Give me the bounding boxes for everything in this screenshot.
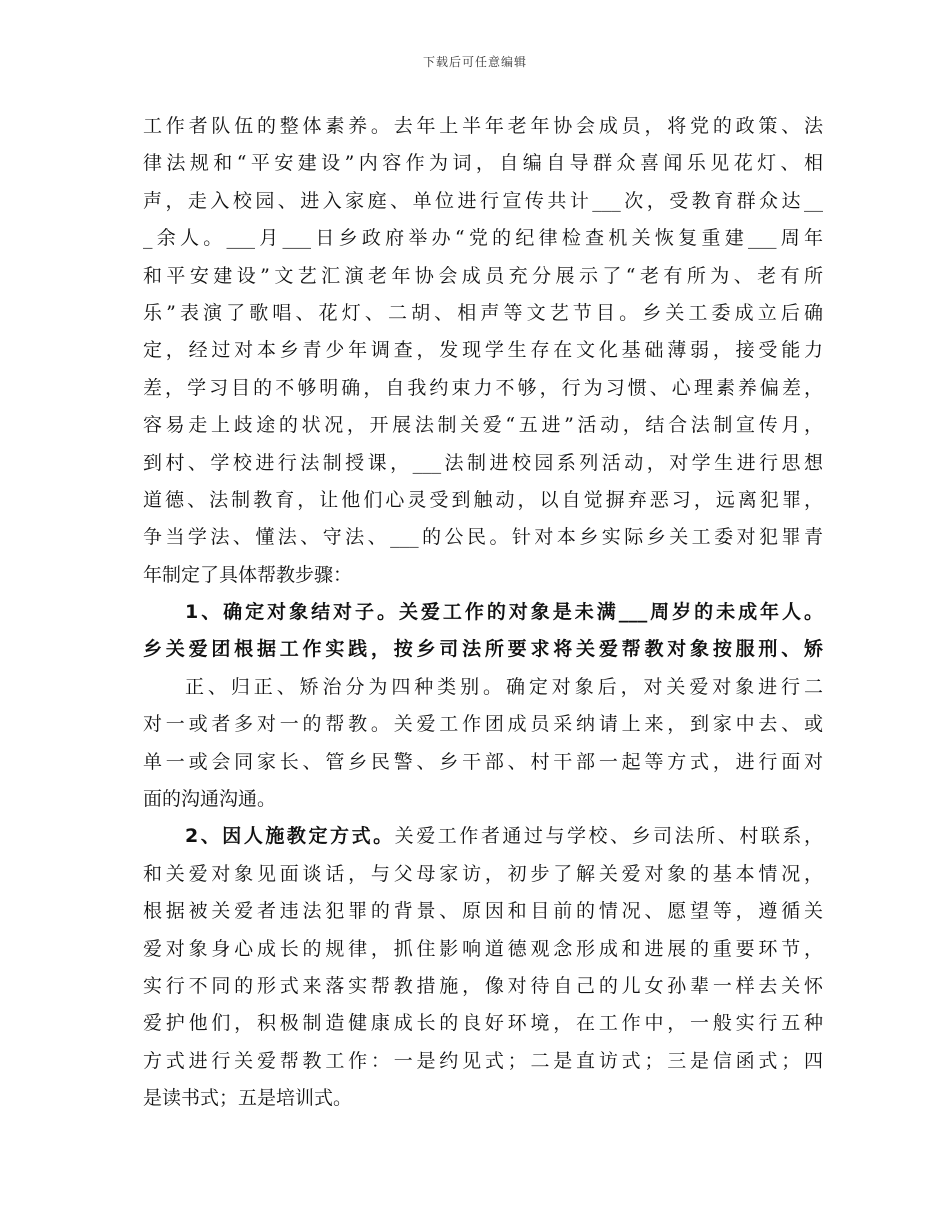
section-1 [143, 594, 823, 818]
document-body [143, 108, 823, 1118]
text-line: 和平安建设”文艺汇演老年协会成员充分展示了“老有所为、老有所 [143, 264, 823, 287]
section-2 [143, 818, 823, 1117]
text-line: 和关爱对象见面谈话，与父母家访，初步了解关爱对象的基本情况， [143, 862, 823, 885]
text-line: 正、归正、矫治分为四种类别。确定对象后，对关爱对象进行二 [185, 675, 823, 698]
text-line: 是读书式；五是培训式。 [143, 1087, 353, 1110]
page-header: 下载后可任意编辑 [422, 55, 527, 69]
text-line: 面的沟通沟通。 [143, 788, 277, 811]
text-line: 道德、法制教育，让他们心灵受到触动，以自觉摒弃恶习，远离犯罪， [143, 488, 823, 511]
text-line: 定，经过对本乡青少年调查，发现学生存在文化基础薄弱，接受能力 [143, 339, 823, 362]
text-line: _余人。___月___日乡政府举办“党的纪律检查机关恢复重建___周年 [143, 227, 823, 250]
text-line: 单一或会同家长、管乡民警、乡干部、村干部一起等方式，进行面对 [143, 750, 823, 773]
section-2-heading: 2、因人施教定方式。 [185, 825, 395, 848]
text-line: 爱对象身心成长的规律，抓住影响道德观念形成和进展的重要环节， [143, 937, 823, 960]
text-line: 律法规和“平安建设”内容作为词，自编自导群众喜闻乐见花灯、相 [143, 152, 823, 175]
text-line: 对一或者多对一的帮教。关爱工作团成员采纳请上来，到家中去、或 [143, 713, 823, 736]
text-line: 实行不同的形式来落实帮教措施，像对待自己的儿女孙辈一样去关怀 [143, 974, 823, 997]
text-line: 容易走上歧途的状况，开展法制关爱“五进”活动，结合法制宣传月， [143, 414, 823, 437]
text-line: 爱护他们，积极制造健康成长的良好环境，在工作中，一般实行五种 [143, 1012, 823, 1035]
section-2-first-line-text: 关爱工作者通过与学校、乡司法所、村联系， [394, 825, 823, 848]
text-line: 工作者队伍的整体素养。去年上半年老年协会成员，将党的政策、法 [143, 115, 823, 137]
section-1-heading-line: 乡关爱团根据工作实践，按乡司法所要求将关爱帮教对象按服刑、矫 [143, 638, 823, 661]
text-line: 争当学法、懂法、守法、___的公民。针对本乡实际乡关工委对犯罪青 [143, 526, 823, 549]
text-line: 年制定了具体帮教步骤： [143, 563, 353, 586]
text-line: 方式进行关爱帮教工作：一是约见式；二是直访式；三是信函式；四 [143, 1049, 823, 1072]
text-line: 乐”表演了歌唱、花灯、二胡、相声等文艺节目。乡关工委成立后确 [143, 301, 823, 324]
text-line: 差，学习目的不够明确，自我约束力不够，行为习惯、心理素养偏差， [143, 376, 823, 399]
paragraph-1 [143, 108, 823, 594]
text-line: 根据被关爱者违法犯罪的背景、原因和目前的情况、愿望等，遵循关 [143, 900, 823, 923]
text-line: 到村、学校进行法制授课，___法制进校园系列活动，对学生进行思想 [143, 451, 823, 474]
text-line: 声，走入校园、进入家庭、单位进行宣传共计___次，受教育群众达__ [143, 189, 823, 212]
section-2-first-line [143, 818, 823, 855]
section-1-heading-line: 1、确定对象结对子。关爱工作的对象是未满___周岁的未成年人。 [185, 601, 823, 624]
